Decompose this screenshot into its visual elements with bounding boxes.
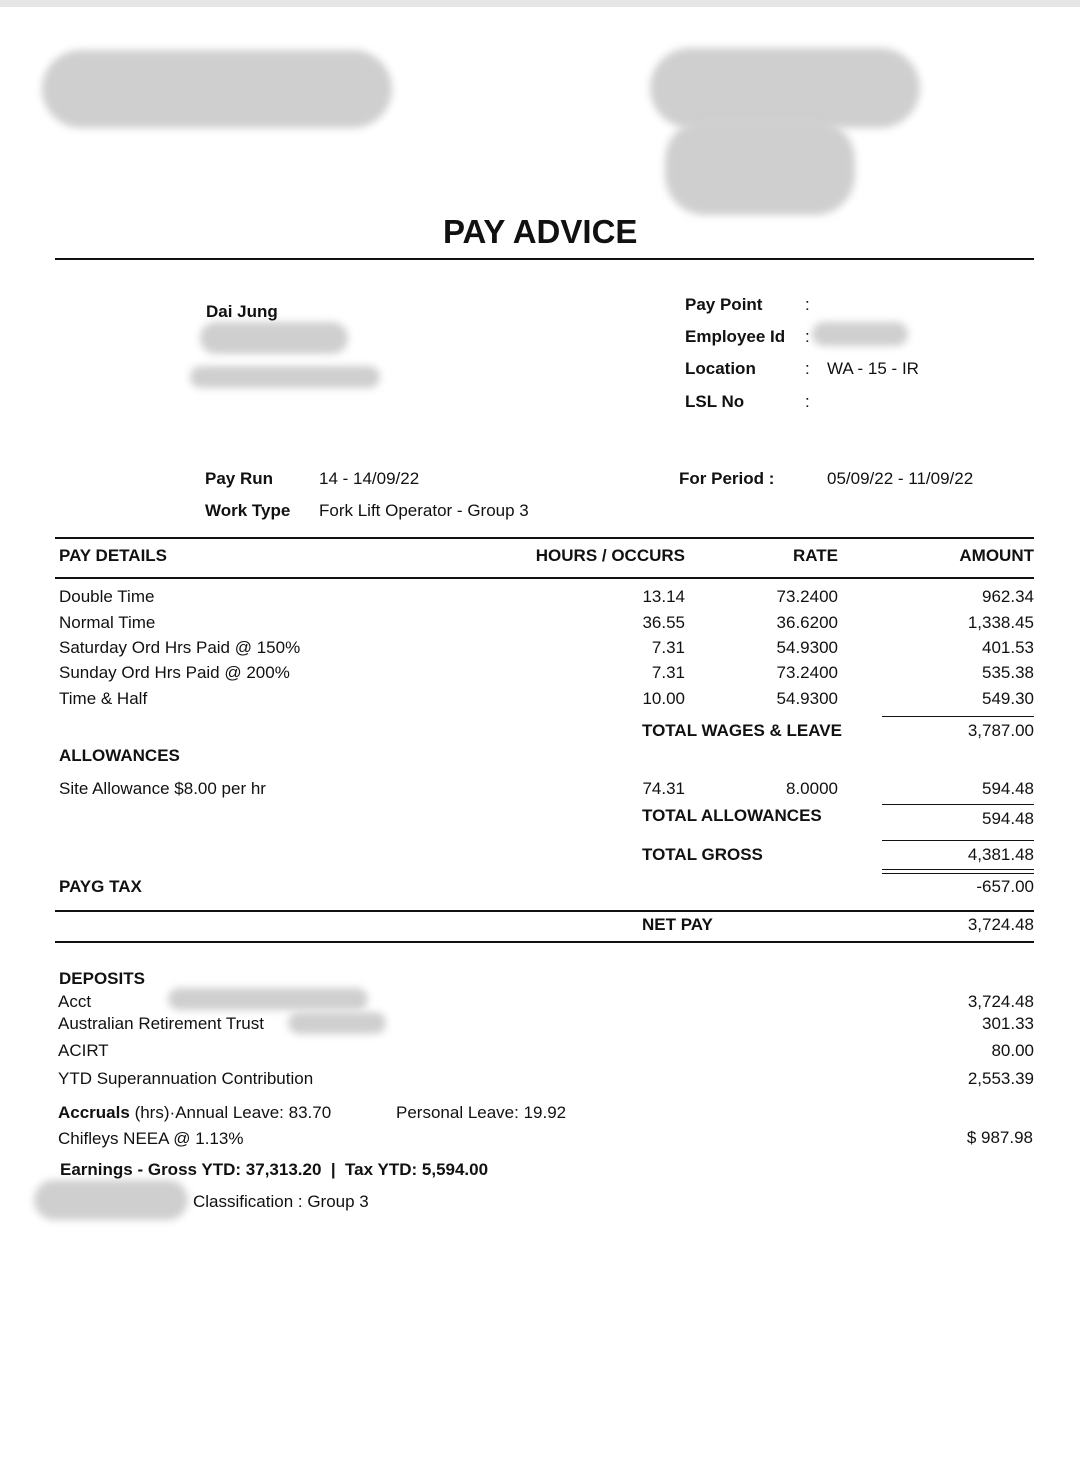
row-rate: 73.2400 [776,663,838,682]
total-allowances-rule [882,804,1034,805]
row-desc: Double Time [59,587,155,606]
total-wages-label: TOTAL WAGES & LEAVE [642,721,842,740]
pay-run-value: 14 - 14/09/22 [319,469,420,488]
redacted-employer-name [34,1180,188,1220]
deposit-amount: 2,553.39 [967,1069,1034,1088]
row-rate: 54.9300 [776,689,838,708]
info-label-employee-id: Employee Id [685,327,786,346]
total-wages-rule [882,716,1034,717]
payg-tax-label: PAYG TAX [59,877,142,896]
total-gross-label: TOTAL GROSS [642,845,763,864]
chifleys-amount: $ 987.98 [966,1128,1033,1147]
row-amount: 1,338.45 [967,613,1034,632]
row-desc: Saturday Ord Hrs Paid @ 150% [59,638,301,657]
allowances-title: ALLOWANCES [59,746,180,765]
deposit-amount: 301.33 [982,1014,1034,1033]
deposit-amount: 80.00 [991,1041,1034,1060]
redacted-company-address-2 [665,120,855,215]
pay-run-label: Pay Run [205,469,274,488]
info-label-location: Location [685,359,756,378]
payg-tax-amount: -657.00 [976,877,1034,896]
title-divider [55,258,1034,260]
net-pay-rule-bottom [55,941,1034,943]
row-desc: Sunday Ord Hrs Paid @ 200% [59,663,290,682]
total-allowances-amount: 594.48 [982,809,1034,828]
header-pay-details: PAY DETAILS [59,546,168,565]
header-rate: RATE [792,546,838,565]
info-label-pay-point: Pay Point [685,295,763,314]
redacted-super-member-number [288,1012,386,1034]
redacted-employee-id [812,322,908,346]
net-pay-label: NET PAY [642,915,713,934]
employee-name: Dai Jung [206,302,278,321]
row-amount: 962.34 [982,587,1034,606]
header-amount: AMOUNT [959,546,1034,565]
accruals-personal-leave: Personal Leave: 19.92 [396,1103,567,1122]
work-type-value: Fork Lift Operator - Group 3 [319,501,529,520]
deposit-label: ACIRT [58,1041,109,1060]
redacted-company-logo [42,50,392,128]
redacted-company-address [650,48,920,128]
info-sep-employee-id: : [805,327,810,346]
info-sep-lsl-no: : [805,392,810,411]
info-sep-location: : [805,359,810,378]
net-pay-amount: 3,724.48 [967,915,1034,934]
deposit-label: YTD Superannuation Contribution [58,1069,314,1088]
total-allowances-label: TOTAL ALLOWANCES [642,806,822,825]
row-hours: 13.14 [642,587,685,606]
earnings-ytd: Earnings - Gross YTD: 37,313.20 | Tax YTD: 5,594.00 [60,1160,489,1179]
redacted-employee-address-2 [190,366,380,388]
row-hours: 7.31 [651,638,685,657]
table-top-rule [55,537,1034,539]
row-desc: Normal Time [59,613,156,632]
row-amount: 549.30 [982,689,1034,708]
period-value: 05/09/22 - 11/09/22 [827,469,974,488]
row-rate: 36.6200 [776,613,838,632]
accruals-unit: (hrs) [134,1103,170,1122]
total-gross-rule-double-1 [882,869,1034,870]
header-hours: HOURS / OCCURS [535,546,685,565]
redacted-employee-address-1 [200,322,348,354]
total-gross-amount: 4,381.48 [967,845,1034,864]
row-hours: 7.31 [651,663,685,682]
row-rate: 73.2400 [776,587,838,606]
deposit-label: Australian Retirement Trust [58,1014,264,1033]
page-title: PAY ADVICE [443,213,638,250]
period-label: For Period : [679,469,775,488]
row-amount: 401.53 [982,638,1034,657]
info-sep-pay-point: : [805,295,810,314]
total-gross-rule-double-2 [882,873,1034,874]
row-desc: Site Allowance $8.00 per hr [59,779,266,798]
redacted-account-number [168,988,368,1010]
accruals-label: Accruals [58,1103,130,1122]
accruals-line [58,1103,331,1123]
chifleys-label: Chifleys NEEA @ 1.13% [58,1129,244,1148]
row-rate: 54.9300 [776,638,838,657]
work-type-label: Work Type [205,501,291,520]
row-hours: 10.00 [642,689,685,708]
row-rate: 8.0000 [786,779,838,798]
row-hours: 74.31 [642,779,685,798]
row-hours: 36.55 [642,613,685,632]
deposits-title: DEPOSITS [59,969,145,988]
net-pay-rule-top [55,910,1034,912]
total-gross-rule-top [882,840,1034,841]
deposit-label: Acct [58,992,92,1011]
classification: Classification : Group 3 [193,1192,369,1211]
accruals-dot: · [169,1103,176,1122]
top-edge [0,0,1080,7]
info-value-location: WA - 15 - IR [827,359,919,378]
row-amount: 535.38 [982,663,1034,682]
accruals-annual-leave: Annual Leave: 83.70 [175,1103,332,1122]
info-label-lsl-no: LSL No [685,392,745,411]
table-header-rule [55,577,1034,579]
deposit-amount: 3,724.48 [967,992,1034,1011]
row-amount: 594.48 [982,779,1034,798]
total-wages-amount: 3,787.00 [967,721,1034,740]
row-desc: Time & Half [59,689,148,708]
